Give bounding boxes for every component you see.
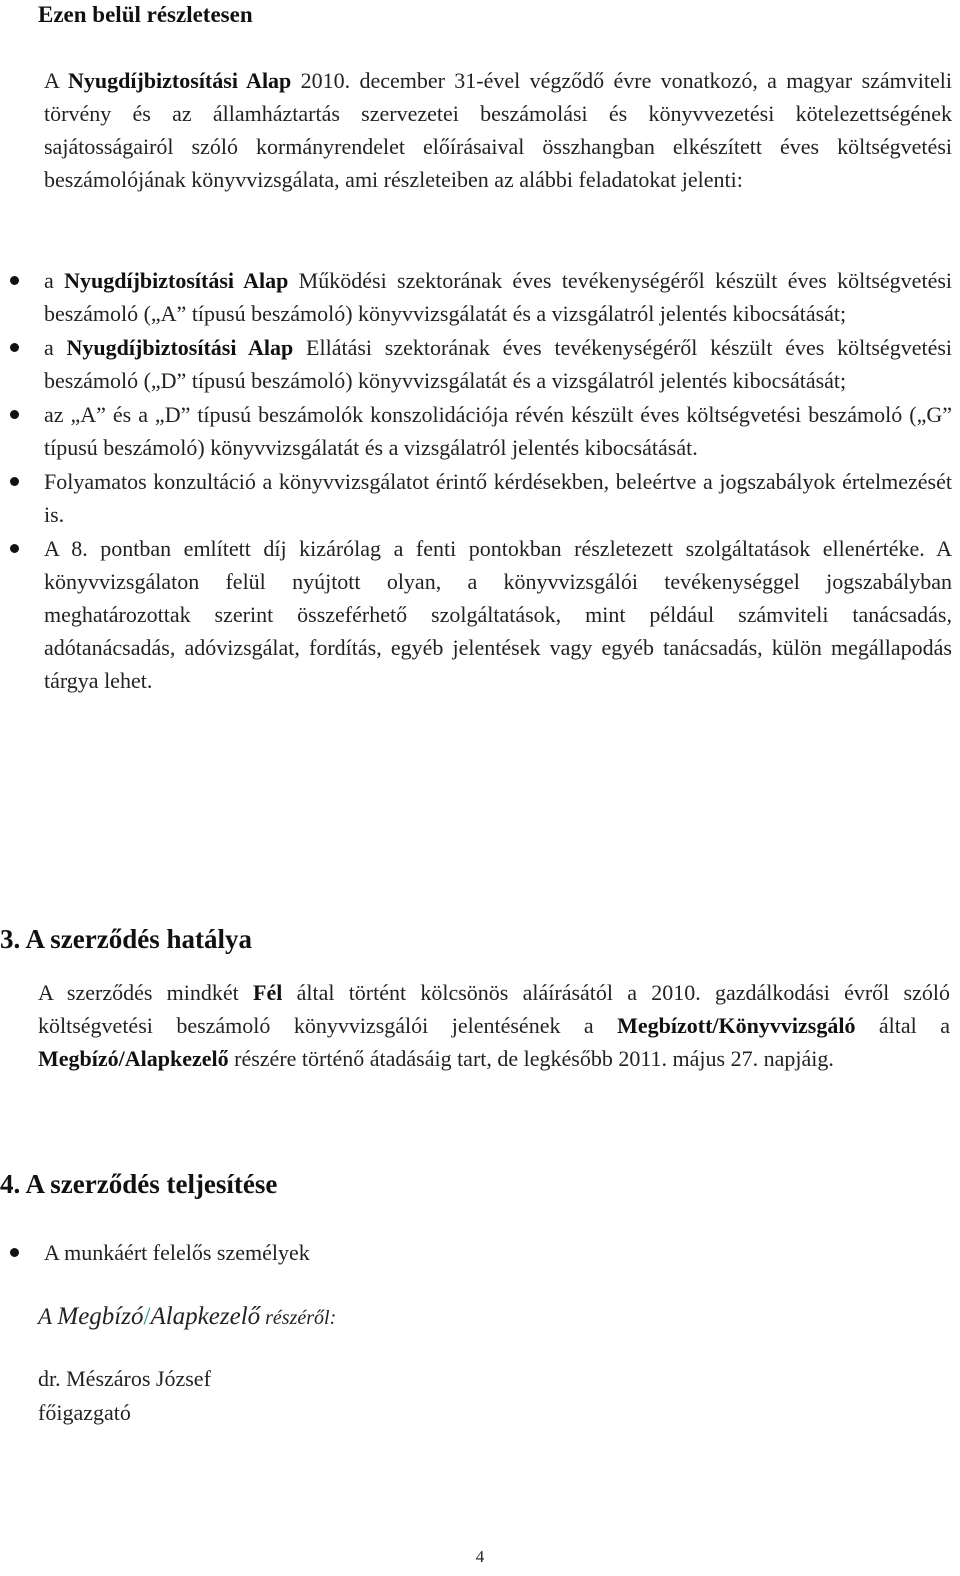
section-3-heading: 3. A szerződés hatálya: [0, 924, 252, 954]
intro-paragraph: [44, 64, 952, 196]
list-item: a Nyugdíjbiztosítási Alap Ellátási szektorának éves tevékenységéről készült éves költségvetési beszámoló („D” típusú beszámoló) könyvvizsgálatát és a vizsgálatról jelentés kibocsátását;: [44, 331, 952, 397]
section-4-heading: 4. A szerződés teljesítése: [0, 1169, 278, 1199]
task-list: [44, 264, 952, 698]
intro-text-2: 2010. december 31-ével végződő évre vonatkozó, a magyar számviteli törvény és az államháztartás szervezetei beszámolási és könyvvezetési kötelezettségének sajátosságairól szóló kormányrendelet előírásaival összhangban elkészített éves költségvetési beszámolójának könyvvizsgálata, ami részleteiben az alábbi feladatokat jelenti:: [44, 68, 952, 192]
intro-bold-alap: Nyugdíjbiztosítási Alap: [68, 68, 292, 93]
bold-megbizo: Megbízó/Alapkezelő: [38, 1046, 229, 1071]
section-subheading: Ezen belül részletesen: [38, 2, 253, 27]
list-item: A 8. pontban említett díj kizárólag a fenti pontokban részletezett szolgáltatások ellenértéke. A könyvvizsgálaton felül nyújtott olyan, a könyvvizsgálói tevékenységgel jogszabályban meghatározottak szerint összeférhető szolgáltatások, mint például számviteli tanácsadás, adótanácsadás, adóvizsgálat, fordítás, egyéb jelentések vagy egyéb tanácsadás, külön megállapodás tárgya lehet.: [44, 532, 952, 697]
bold-fel: Fél: [253, 980, 283, 1005]
signer-title: főigazgató: [38, 1400, 131, 1425]
intro-text-1: A: [44, 68, 69, 93]
page-number: 4: [475, 1547, 485, 1566]
signer-name: dr. Mészáros József: [38, 1366, 211, 1391]
list-item: a Nyugdíjbiztosítási Alap Működési szektorának éves tevékenységéről készült éves költségvetési beszámoló („A” típusú beszámoló) könyvvizsgálatát és a vizsgálatról jelentés kibocsátását;: [44, 264, 952, 330]
slash-separator: /: [143, 1303, 151, 1330]
section-3-paragraph: A szerződés mindkét Fél által történt kölcsönös aláírásától a 2010. gazdálkodási évről szóló költségvetési beszámoló könyvvizsgálói jelentésének a Megbízott/Könyvvizsgáló által a Megbízó/Alapkezelő részére történő átadásáig tart, de legkésőbb 2011. május 27. napjáig.: [38, 980, 950, 1071]
responsible-persons-item: A munkáért felelős személyek: [44, 1236, 944, 1269]
party-side-label: A Megbízó/Alapkezelő részéről:: [38, 1303, 337, 1330]
list-item: az „A” és a „D” típusú beszámolók konszolidációja révén készült éves költségvetési beszámoló („G” típusú beszámoló) könyvvizsgálatát és a vizsgálatról jelentés kibocsátását.: [44, 398, 952, 464]
signer-block: [38, 1362, 638, 1430]
list-item: Folyamatos konzultáció a könyvvizsgálatot érintő kérdésekben, beleértve a jogszabályok értelmezését is.: [44, 465, 952, 531]
bold-megbizott: Megbízott/Könyvvizsgáló: [617, 1013, 856, 1038]
